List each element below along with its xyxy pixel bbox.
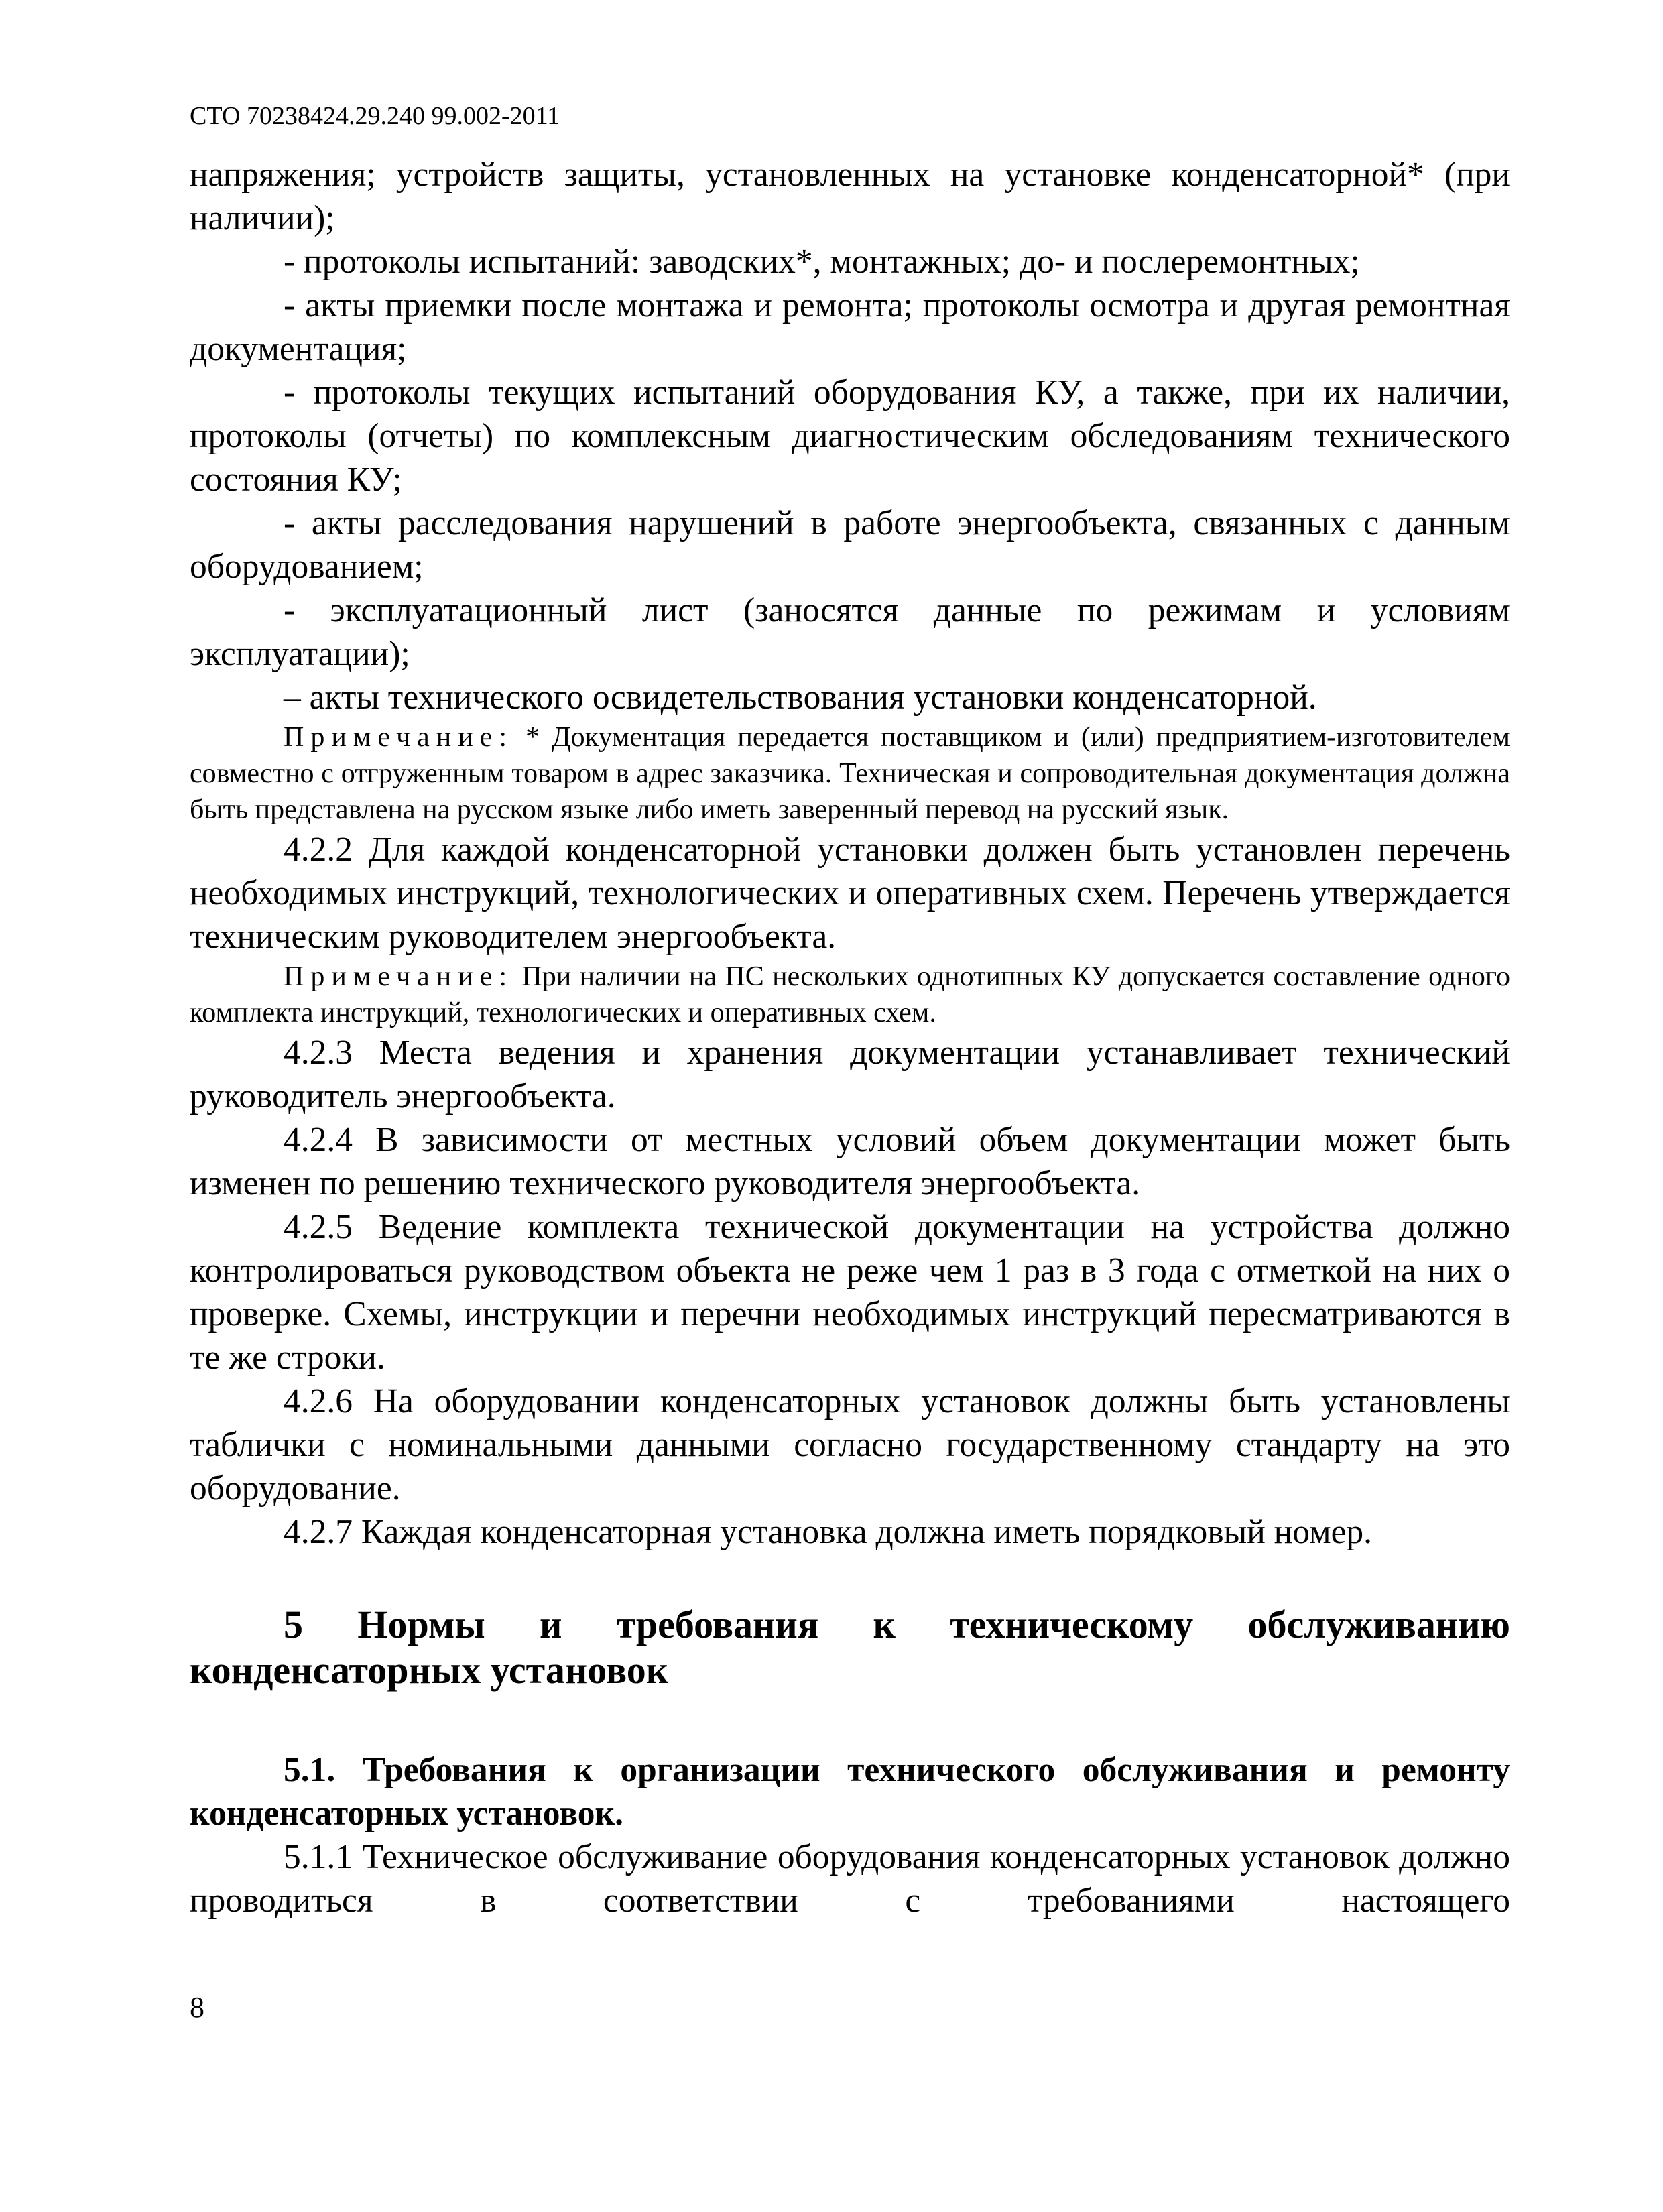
list-item-operational-sheet: - эксплуатационный лист (заносятся данные по режимам и условиям эксплуатации); (190, 591, 1510, 673)
note-text: * Документация передается поставщиком и (или) предприятием-изготовителем совместно с отгруженным товаром в адрес заказчика. Техническая и сопроводительная документация должна быть представлена на русском языке либо иметь заверенный перевод на русский язык. (190, 722, 1510, 825)
clause-4-2-3: 4.2.3 Места ведения и хранения документации устанавливает технический руководитель энергообъекта. (190, 1034, 1510, 1115)
list-item-test-protocols: - протоколы испытаний: заводских*, монтажных; до- и послеремонтных; (284, 243, 1360, 281)
clause-4-2-6: 4.2.6 На оборудовании конденсаторных установок должны быть установлены таблички с номинальными данными согласно государственному стандарту на это оборудование. (190, 1382, 1510, 1508)
clause-5-1-1: 5.1.1 Техническое обслуживание оборудования конденсаторных установок должно проводиться в соответствии с требованиями настоящего (190, 1838, 1510, 1920)
note-label: Примечание: (284, 961, 514, 992)
clause-4-2-2: 4.2.2 Для каждой конденсаторной установки должен быть установлен перечень необходимых инструкций, технологических и оперативных схем. Перечень утверждается техническим руководителем энергообъекта. (190, 831, 1510, 956)
list-item-inspection-acts: – акты технического освидетельствования установки конденсаторной. (284, 678, 1317, 717)
section-5-heading: 5 Нормы и требования к техническому обслуживанию конденсаторных установок (190, 1603, 1510, 1692)
clause-4-2-7: 4.2.7 Каждая конденсаторная установка должна иметь порядковый номер. (284, 1513, 1373, 1551)
page-number: 8 (190, 1991, 204, 2024)
note-label: Примечание: (284, 722, 514, 753)
note-multiple-units (190, 959, 1510, 1031)
list-item-current-test-protocols: - протоколы текущих испытаний оборудования КУ, а также, при их наличии, протоколы (отчеты) по комплексным диагностическим обследованиям технического состояния КУ; (190, 373, 1510, 499)
page-body (190, 153, 1510, 1922)
note-text: При наличии на ПС нескольких однотипных КУ допускается составление одного комплекта инструкций, технологических и оперативных схем. (190, 961, 1510, 1028)
clause-4-2-4: 4.2.4 В зависимости от местных условий объем документации может быть изменен по решению технического руководителя энергообъекта. (190, 1121, 1510, 1203)
note-documentation (190, 719, 1510, 828)
section-5-1-heading: 5.1. Требования к организации технического обслуживания и ремонту конденсаторных установок. (190, 1751, 1510, 1833)
document-code-header: СТО 70238424.29.240 99.002-2011 (190, 102, 560, 130)
paragraph-continuation: напряжения; устройств защиты, установленных на установке конденсаторной* (при наличии); (190, 156, 1510, 237)
list-item-acceptance-acts: - акты приемки после монтажа и ремонта; протоколы осмотра и другая ремонтная документация; (190, 286, 1510, 368)
list-item-investigation-acts: - акты расследования нарушений в работе энергообъекта, связанных с данным оборудованием; (190, 504, 1510, 586)
clause-4-2-5: 4.2.5 Ведение комплекта технической документации на устройства должно контролироваться руководством объекта не реже чем 1 раз в 3 года с отметкой на них о проверке. Схемы, инструкции и перечни необходимых инструкций пересматриваются в те же строки. (190, 1208, 1510, 1377)
